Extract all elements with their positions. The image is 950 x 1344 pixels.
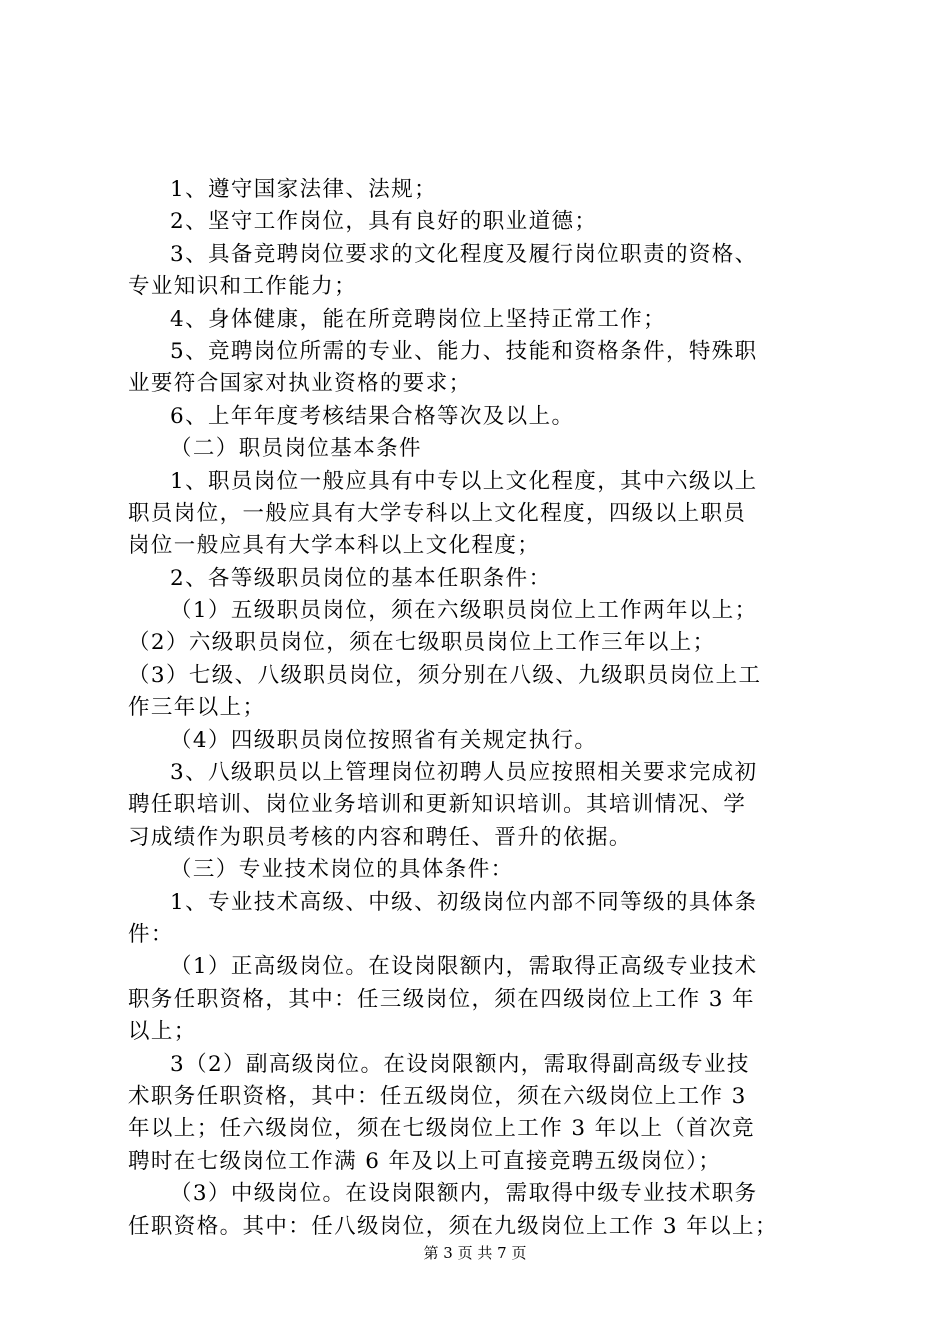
text-line: （二）职员岗位基本条件 [170,436,422,462]
text-line: 以上； [128,1019,197,1045]
text-line: 2、各等级职员岗位的基本任职条件： [170,565,552,591]
text-line: （3）七级、八级职员岗位，须分别在八级、九级职员岗位上工 [128,662,762,688]
text-line: 3、具备竞聘岗位要求的文化程度及履行岗位职责的资格、 [170,241,758,267]
text-line: 5、竞聘岗位所需的专业、能力、技能和资格条件，特殊职 [170,338,758,364]
text-line: 3（2）副高级岗位。在设岗限额内，需取得副高级专业技 [170,1051,750,1077]
text-line: 3、八级职员以上管理岗位初聘人员应按照相关要求完成初 [170,760,758,786]
text-line: 2、坚守工作岗位，具有良好的职业道德； [170,209,598,235]
text-line: 1、专业技术高级、中级、初级岗位内部不同等级的具体条 [170,889,758,915]
text-line: 专业知识和工作能力； [128,274,358,300]
text-line: （3）中级岗位。在设岗限额内，需取得中级专业技术职务 [170,1181,758,1207]
text-line: （4）四级职员岗位按照省有关规定执行。 [170,727,598,753]
text-line: 1、职员岗位一般应具有中专以上文化程度，其中六级以上 [170,468,758,494]
text-line: 术职务任职资格，其中：任五级岗位，须在六级岗位上工作 3 [128,1083,747,1109]
text-line: （1）正高级岗位。在设岗限额内，需取得正高级专业技术 [170,954,758,980]
document-body [128,174,828,1243]
text-line: 作三年以上； [128,695,266,721]
text-line: 习成绩作为职员考核的内容和聘任、晋升的依据。 [128,824,632,850]
text-line: 业要符合国家对执业资格的要求； [128,371,472,397]
text-line: 聘任职培训、岗位业务培训和更新知识培训。其培训情况、学 [128,792,747,818]
text-line: 件： [128,921,174,947]
text-line: 职务任职资格，其中：任三级岗位，须在四级岗位上工作 3 年 [128,986,755,1012]
text-line: （1）五级职员岗位，须在六级职员岗位上工作两年以上； [170,598,758,624]
text-line: （2）六级职员岗位，须在七级职员岗位上工作三年以上； [128,630,716,656]
text-line: 聘时在七级岗位工作满 6 年及以上可直接竞聘五级岗位）； [128,1148,722,1174]
text-line: 任职资格。其中：任八级岗位，须在九级岗位上工作 3 年以上； [128,1213,778,1239]
text-line: 6、上年年度考核结果合格等次及以上。 [170,403,575,429]
text-line: 4、身体健康，能在所竞聘岗位上坚持正常工作； [170,306,666,332]
text-line: （三）专业技术岗位的具体条件： [170,857,514,883]
text-line: 年以上；任六级岗位，须在七级岗位上工作 3 年以上（首次竞 [128,1116,755,1142]
text-line: 1、遵守国家法律、法规； [170,177,437,202]
text-line: 岗位一般应具有大学本科以上文化程度； [128,533,541,559]
text-line: 职员岗位，一般应具有大学专科以上文化程度，四级以上职员 [128,500,747,526]
page-footer: 第 3 页 共 7 页 [423,1244,527,1262]
